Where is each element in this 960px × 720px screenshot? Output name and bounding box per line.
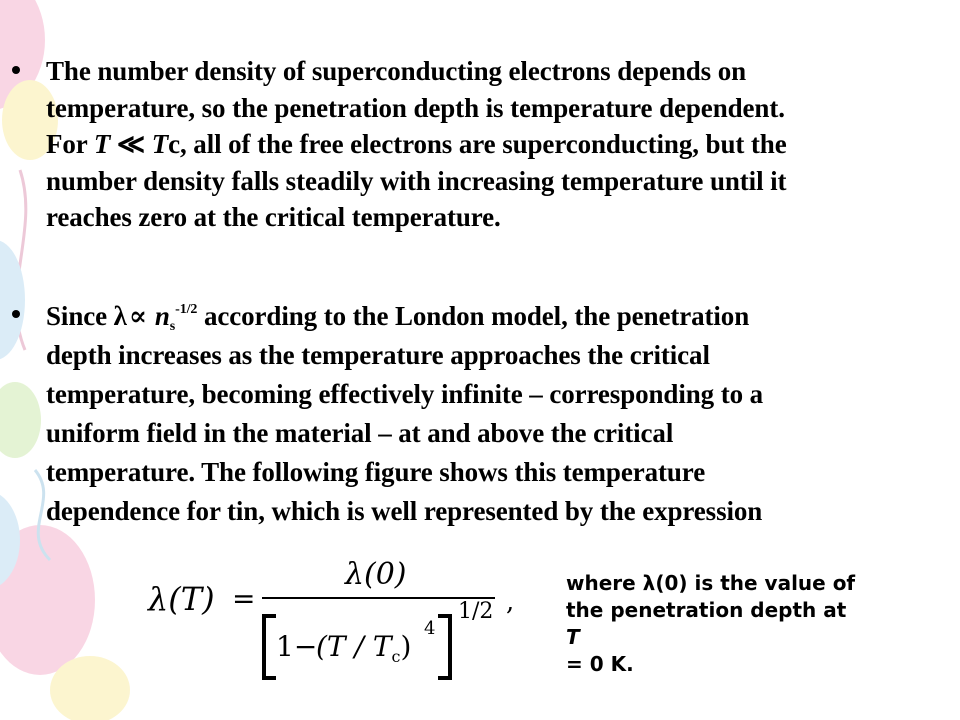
note-line-3: T = 0 K. — [566, 625, 634, 676]
proportional-symbol: ∝ — [128, 301, 147, 331]
equation-note — [566, 570, 946, 678]
note-line-1: where λ(0) is the value of — [566, 571, 856, 595]
para1-line-2: temperature, so the penetration depth is temperature dependent. — [46, 92, 785, 123]
eq-right-bracket — [438, 616, 450, 678]
para1-line-3: For T ≪ Tc, all of the free electrons are superconducting, but the — [46, 129, 787, 159]
paragraph-number-density — [46, 53, 941, 236]
balloon-green-mid — [0, 382, 41, 458]
paragraph-london-model — [46, 296, 941, 531]
para1-line-4: number density falls steadily with increasing temperature until it — [46, 165, 787, 196]
bullet-2 — [12, 310, 20, 318]
eq-numerator: λ(0) — [345, 557, 407, 592]
eq-left-bracket — [264, 616, 276, 678]
note-line-2: the penetration depth at — [566, 598, 847, 622]
para2-line-1: Since $\lambda\propto n_s^{-1/2}$ according to the London model, the penetration — [46, 301, 750, 334]
para2-line-3: temperature, becoming effectively infinite – corresponding to a — [46, 379, 764, 409]
bullet-1 — [12, 66, 20, 74]
eq-equals: = — [232, 582, 256, 615]
eq-lhs: λ(T) — [148, 580, 215, 618]
eq-power-4: 4 — [424, 618, 436, 639]
para2-line-2: depth increases as the temperature approaches the critical — [46, 340, 710, 370]
para2-line-6: dependence for tin, which is well represented by the expression — [46, 496, 763, 526]
para1-line-5: reaches zero at the critical temperature. — [46, 202, 501, 232]
para2-line-5: temperature. The following figure shows this temperature — [46, 457, 706, 487]
lambda-symbol: λ — [113, 301, 127, 331]
eq-one-minus: 1− — [276, 630, 318, 663]
penetration-depth-equation — [140, 548, 520, 688]
eq-comma: , — [506, 587, 515, 617]
para2-line-4: uniform field in the material – at and above the critical — [46, 418, 674, 448]
eq-ratio: $(T / T_c)$ — [316, 630, 412, 666]
para1-line-1: The number density of superconducting electrons depends on — [46, 56, 747, 86]
eq-power-half: 1/2 — [458, 599, 494, 624]
